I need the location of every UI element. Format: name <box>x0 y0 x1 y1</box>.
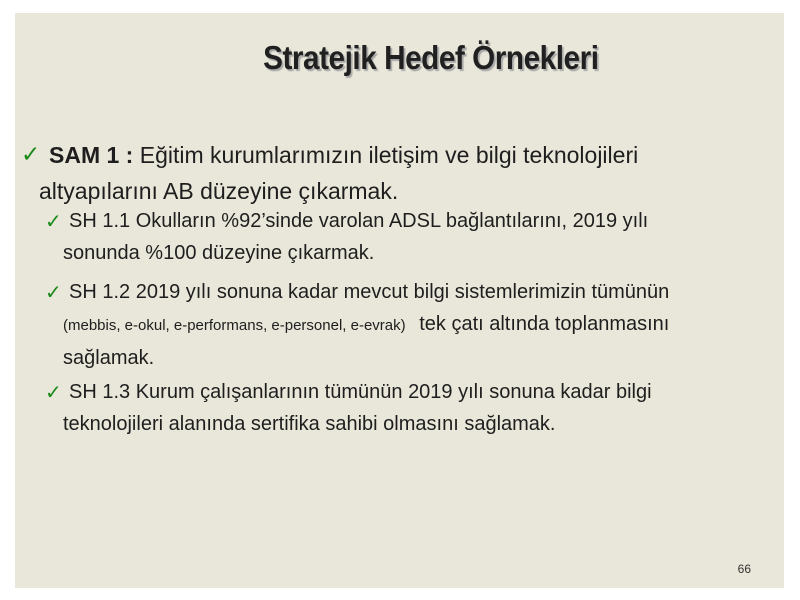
sub-bullet-3-line-1: SH 1.3 Kurum çalışanlarının tümünün 2019 yılı sonuna kadar bilgi <box>69 381 652 403</box>
slide-title-text: Stratejik Hedef Örnekleri <box>263 39 599 76</box>
sub-bullet-2-line-3: sağlamak. <box>63 347 155 369</box>
sam-text-1: Eğitim kurumlarımızın iletişim ve bilgi teknolojileri <box>139 142 639 168</box>
sub-bullet-2-line-1: SH 1.2 2019 yılı sonuna kadar mevcut bilgi sistemlerimizin tümünün <box>69 281 670 303</box>
sam-line-2: altyapılarını AB düzeyine çıkarmak. <box>39 178 399 204</box>
sam-line-1 <box>15 137 735 173</box>
sub-bullet-1-line-2: sonunda %100 düzeyine çıkarmak. <box>63 242 375 264</box>
sub-bullet-3 <box>15 376 775 440</box>
page-number: 66 <box>737 562 751 576</box>
sam-label: SAM 1 : <box>49 142 134 168</box>
checkmark-icon: ✓ <box>21 142 41 168</box>
slide <box>15 13 784 588</box>
systems-list: (mebbis, e-okul, e-performans, e-personel, e-evrak) <box>63 317 406 334</box>
sam-bullet <box>15 137 735 209</box>
sub-bullet-2-line-2 <box>15 308 775 342</box>
checkmark-icon: ✓ <box>45 280 62 304</box>
checkmark-icon: ✓ <box>45 209 62 233</box>
sub-bullet-3-line-2: teknolojileri alanında sertifika sahibi olmasını sağlamak. <box>63 413 556 435</box>
sub-bullet-2-line-2-text: tek çatı altında toplanmasını <box>419 313 670 335</box>
sub-bullet-2 <box>15 276 775 374</box>
checkmark-icon: ✓ <box>45 380 62 404</box>
sub-bullet-1-line-1: SH 1.1 Okulların %92’sinde varolan ADSL bağlantılarını, 2019 yılı <box>69 210 649 232</box>
sub-bullet-1 <box>15 205 775 269</box>
slide-title <box>15 39 784 77</box>
